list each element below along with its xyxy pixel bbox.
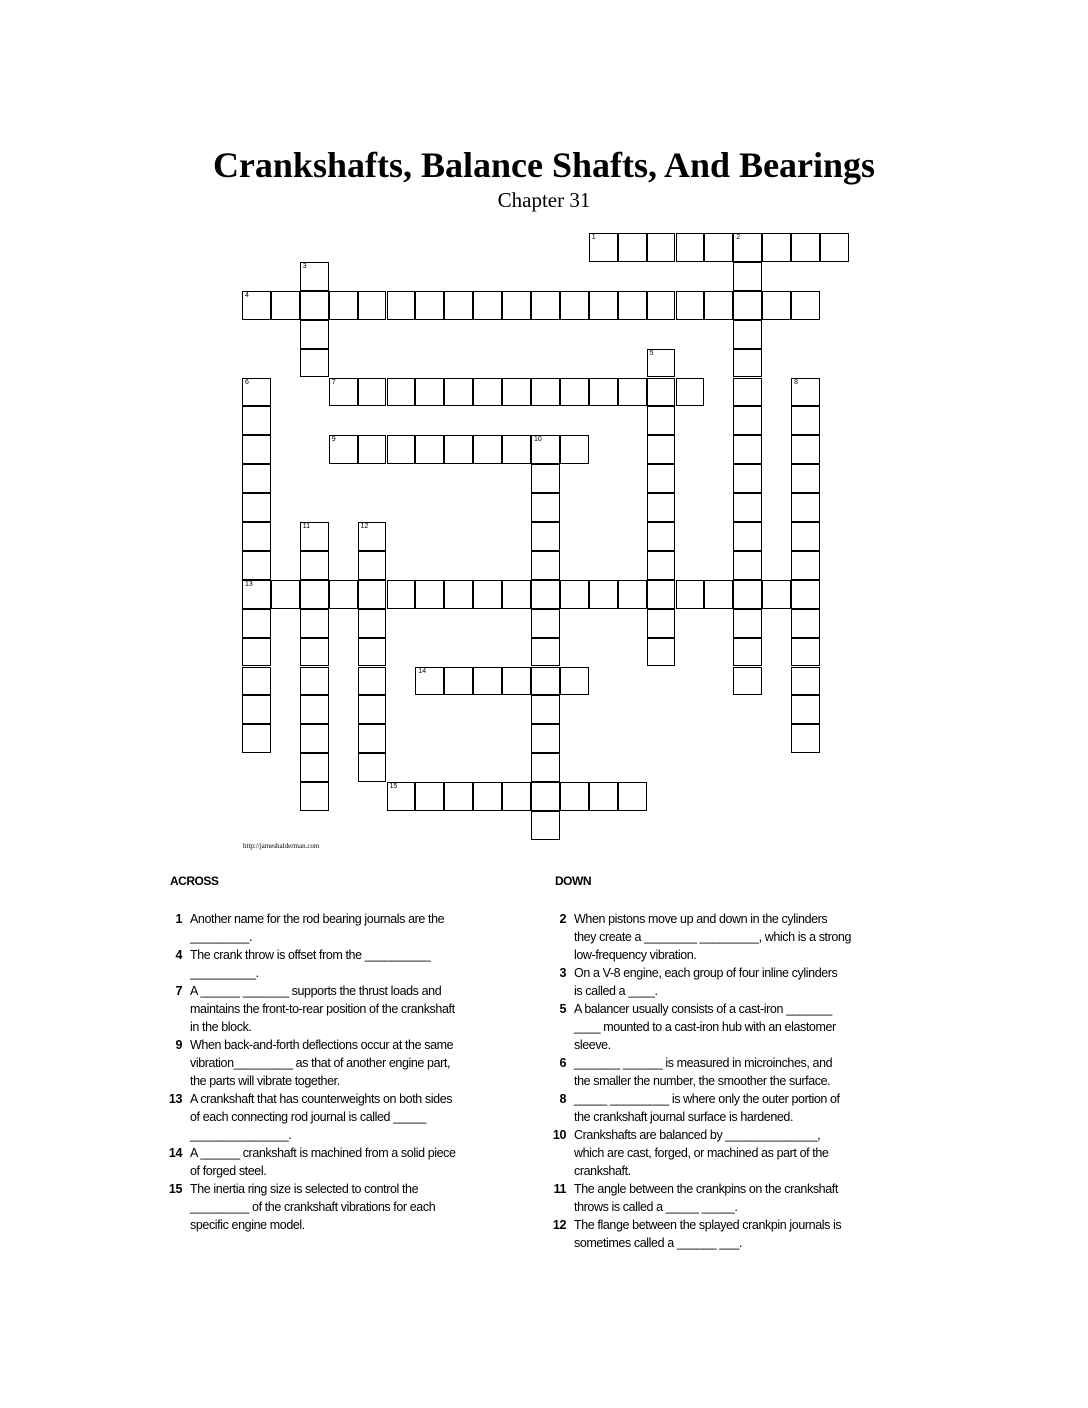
- grid-cell[interactable]: [762, 233, 791, 262]
- grid-cell[interactable]: [387, 580, 416, 609]
- clue-item-text: On a V-8 engine, each group of four inline cylinders is called a ____.: [574, 966, 838, 998]
- grid-cell[interactable]: [733, 349, 762, 378]
- clue-item: [160, 946, 500, 982]
- clue-item-text: Crankshafts are balanced by ______________, which are cast, forged, or machined as part of the crankshaft.: [574, 1128, 829, 1178]
- grid-cell[interactable]: [502, 378, 531, 407]
- grid-cell[interactable]: [531, 667, 560, 696]
- grid-cell[interactable]: [647, 406, 676, 435]
- grid-cell[interactable]: [358, 695, 387, 724]
- grid-cell[interactable]: [618, 782, 647, 811]
- grid-cell[interactable]: [473, 435, 502, 464]
- clue-item-number: 4: [175, 948, 182, 962]
- grid-cell[interactable]: [733, 464, 762, 493]
- grid-cell[interactable]: [531, 638, 560, 667]
- grid-cell[interactable]: [271, 291, 300, 320]
- grid-cell[interactable]: [415, 667, 444, 696]
- clue-number: 1: [591, 234, 596, 241]
- grid-cell[interactable]: [531, 493, 560, 522]
- clue-item-text: When pistons move up and down in the cylinders they create a ________ _________, which is a strong low-frequency vibration.: [574, 912, 852, 962]
- grid-cell[interactable]: [300, 724, 329, 753]
- grid-cell[interactable]: [358, 291, 387, 320]
- grid-cell[interactable]: [300, 753, 329, 782]
- clue-item-text: A crankshaft that has counterweights on both sides of each connecting rod journal is called _____ _______________.: [190, 1092, 453, 1142]
- grid-cell[interactable]: [704, 233, 733, 262]
- clue-item-number: 6: [559, 1056, 566, 1070]
- grid-cell[interactable]: [329, 580, 358, 609]
- grid-cell[interactable]: [618, 580, 647, 609]
- grid-cell[interactable]: [820, 233, 849, 262]
- grid-cell[interactable]: [762, 291, 791, 320]
- grid-cell[interactable]: [358, 551, 387, 580]
- grid-cell[interactable]: [791, 667, 820, 696]
- grid-cell[interactable]: [733, 291, 762, 320]
- grid-cell[interactable]: [473, 580, 502, 609]
- clue-item-text: A ______ _______ supports the thrust loads and maintains the front-to-rear position of the crankshaft in the block.: [190, 984, 455, 1034]
- grid-cell[interactable]: [415, 782, 444, 811]
- grid-cell[interactable]: [762, 580, 791, 609]
- grid-cell[interactable]: [647, 580, 676, 609]
- grid-cell[interactable]: [791, 464, 820, 493]
- page-title: Crankshafts, Balance Shafts, And Bearings: [212, 145, 876, 185]
- grid-cell[interactable]: [329, 435, 358, 464]
- grid-cell[interactable]: [791, 493, 820, 522]
- grid-cell[interactable]: [387, 378, 416, 407]
- grid-cell[interactable]: [733, 551, 762, 580]
- grid-cell[interactable]: [791, 638, 820, 667]
- grid-cell[interactable]: [733, 262, 762, 291]
- grid-cell[interactable]: [242, 406, 271, 435]
- grid-cell[interactable]: [444, 435, 473, 464]
- clue-item-number: 13: [168, 1092, 182, 1106]
- grid-cell[interactable]: [647, 435, 676, 464]
- grid-cell[interactable]: [618, 378, 647, 407]
- grid-cell[interactable]: [329, 291, 358, 320]
- grid-cell[interactable]: [618, 233, 647, 262]
- grid-cell[interactable]: [358, 378, 387, 407]
- grid-cell[interactable]: [733, 378, 762, 407]
- grid-cell[interactable]: [560, 291, 589, 320]
- grid-cell[interactable]: [791, 435, 820, 464]
- grid-cell[interactable]: [791, 406, 820, 435]
- clue-item: [544, 1126, 889, 1180]
- grid-cell[interactable]: [531, 522, 560, 551]
- page-subtitle: Chapter 31: [497, 188, 591, 212]
- grid-cell[interactable]: [300, 695, 329, 724]
- grid-cell[interactable]: [531, 580, 560, 609]
- grid-cell[interactable]: [242, 435, 271, 464]
- grid-cell[interactable]: [387, 291, 416, 320]
- grid-cell[interactable]: [589, 233, 618, 262]
- clue-number: 6: [245, 378, 249, 386]
- grid-cell[interactable]: [300, 580, 329, 609]
- clue-number: 13: [245, 580, 253, 588]
- clue-item-number: 1: [175, 912, 182, 926]
- clue-number: 10: [534, 436, 542, 444]
- clue-item-number: 14: [168, 1146, 182, 1160]
- grid-cell[interactable]: [502, 667, 531, 696]
- across-clue-list: [160, 910, 500, 1234]
- clue-number: 2: [736, 234, 741, 241]
- clue-item: [160, 1180, 500, 1234]
- clue-item-number: 2: [559, 912, 566, 926]
- clue-item-text: _____ _________ is where only the outer portion of the crankshaft journal surface is hardened.: [574, 1092, 840, 1124]
- grid-cell[interactable]: [358, 753, 387, 782]
- grid-cell[interactable]: [704, 291, 733, 320]
- clue-number: 4: [245, 291, 249, 299]
- grid-cell[interactable]: [647, 493, 676, 522]
- grid-cell[interactable]: [676, 233, 705, 262]
- clue-item: [544, 910, 889, 964]
- grid-cell[interactable]: [733, 320, 762, 349]
- grid-cell[interactable]: [300, 782, 329, 811]
- grid-cell[interactable]: [647, 609, 676, 638]
- clue-item: [160, 1090, 500, 1144]
- grid-cell[interactable]: [733, 609, 762, 638]
- grid-cell[interactable]: [329, 378, 358, 407]
- grid-cell[interactable]: [358, 435, 387, 464]
- grid-cell[interactable]: [676, 291, 705, 320]
- clue-item-text: A ______ crankshaft is machined from a solid piece of forged steel.: [190, 1146, 456, 1178]
- grid-cell[interactable]: [300, 551, 329, 580]
- grid-cell[interactable]: [300, 609, 329, 638]
- grid-cell[interactable]: [242, 724, 271, 753]
- grid-cell[interactable]: [560, 378, 589, 407]
- clue-item: [544, 964, 889, 1000]
- grid-cell[interactable]: [647, 522, 676, 551]
- clue-number: 8: [794, 378, 798, 386]
- grid-cell[interactable]: [444, 667, 473, 696]
- grid-cell[interactable]: [647, 551, 676, 580]
- grid-cell[interactable]: [589, 782, 618, 811]
- grid-cell[interactable]: [733, 233, 762, 262]
- grid-cell[interactable]: [502, 291, 531, 320]
- grid-cell[interactable]: [531, 782, 560, 811]
- clue-item-text: Another name for the rod bearing journals are the _________.: [190, 912, 445, 944]
- grid-cell[interactable]: [589, 291, 618, 320]
- clue-item: [544, 1180, 889, 1216]
- grid-cell[interactable]: [415, 435, 444, 464]
- grid-cell[interactable]: [242, 609, 271, 638]
- grid-cell[interactable]: [791, 522, 820, 551]
- grid-cell[interactable]: [387, 435, 416, 464]
- grid-cell[interactable]: [733, 638, 762, 667]
- grid-cell[interactable]: [358, 580, 387, 609]
- grid-cell[interactable]: [300, 320, 329, 349]
- grid-cell[interactable]: [242, 667, 271, 696]
- clue-item-number: 11: [553, 1182, 566, 1196]
- grid-cell[interactable]: [733, 406, 762, 435]
- grid-cell[interactable]: [733, 522, 762, 551]
- grid-cell[interactable]: [242, 695, 271, 724]
- grid-cell[interactable]: [531, 753, 560, 782]
- grid-cell[interactable]: [531, 811, 560, 840]
- grid-cell[interactable]: [271, 580, 300, 609]
- clue-number: 9: [331, 436, 336, 444]
- grid-cell[interactable]: [791, 551, 820, 580]
- clue-item: [544, 1090, 889, 1126]
- grid-cell[interactable]: [531, 551, 560, 580]
- clue-item-number: 7: [175, 984, 182, 998]
- grid-cell[interactable]: [560, 580, 589, 609]
- grid-cell[interactable]: [618, 291, 647, 320]
- clue-item-text: The crank throw is offset from the __________ __________.: [190, 948, 431, 980]
- grid-cell[interactable]: [733, 580, 762, 609]
- grid-cell[interactable]: [242, 464, 271, 493]
- grid-cell[interactable]: [531, 291, 560, 320]
- grid-cell[interactable]: [473, 667, 502, 696]
- clue-item-text: _______ ______ is measured in microinches, and the smaller the number, the smoother the surface.: [574, 1056, 833, 1088]
- grid-cell[interactable]: [791, 695, 820, 724]
- down-heading: DOWN: [555, 874, 591, 888]
- clue-item: [544, 1000, 889, 1054]
- clue-item: [160, 1144, 500, 1180]
- grid-cell[interactable]: [473, 378, 502, 407]
- grid-cell[interactable]: [473, 291, 502, 320]
- grid-cell[interactable]: [647, 378, 676, 407]
- grid-cell[interactable]: [531, 378, 560, 407]
- grid-cell[interactable]: [502, 580, 531, 609]
- grid-cell[interactable]: [300, 262, 329, 291]
- grid-cell[interactable]: [791, 291, 820, 320]
- clue-number: 5: [649, 349, 654, 357]
- grid-cell[interactable]: [647, 349, 676, 378]
- clue-item-number: 15: [168, 1182, 182, 1196]
- grid-cell[interactable]: [444, 291, 473, 320]
- clue-item-number: 12: [552, 1218, 566, 1232]
- clue-item: [160, 982, 500, 1036]
- clue-number: 7: [331, 378, 336, 386]
- clue-item-text: When back-and-forth deflections occur at the same vibration_________ as that of another engine part, the parts will vibrate together.: [190, 1038, 454, 1088]
- clue-item: [544, 1054, 889, 1090]
- grid-cell[interactable]: [242, 551, 271, 580]
- grid-cell[interactable]: [589, 378, 618, 407]
- clue-item-text: The inertia ring size is selected to control the _________ of the crankshaft vibrations for each specific engine model.: [190, 1182, 436, 1232]
- clue-item-number: 3: [559, 966, 566, 980]
- grid-cell[interactable]: [704, 580, 733, 609]
- grid-cell[interactable]: [791, 233, 820, 262]
- grid-cell[interactable]: [242, 291, 271, 320]
- grid-cell[interactable]: [415, 291, 444, 320]
- grid-cell[interactable]: [647, 464, 676, 493]
- clue-item-text: A balancer usually consists of a cast-iron _______ ____ mounted to a cast-iron hub with an elastomer sleeve.: [574, 1002, 836, 1052]
- grid-cell[interactable]: [531, 724, 560, 753]
- grid-cell[interactable]: [531, 464, 560, 493]
- grid-cell[interactable]: [387, 782, 416, 811]
- clue-item-number: 5: [559, 1002, 566, 1016]
- grid-cell[interactable]: [502, 782, 531, 811]
- grid-cell[interactable]: [242, 493, 271, 522]
- clue-item-number: 9: [175, 1038, 182, 1052]
- grid-cell[interactable]: [531, 695, 560, 724]
- grid-cell[interactable]: [358, 724, 387, 753]
- grid-cell[interactable]: [791, 724, 820, 753]
- grid-cell[interactable]: [531, 435, 560, 464]
- grid-cell[interactable]: [415, 378, 444, 407]
- grid-cell[interactable]: [242, 378, 271, 407]
- grid-cell[interactable]: [242, 638, 271, 667]
- grid-cell[interactable]: [300, 291, 329, 320]
- grid-cell[interactable]: [444, 580, 473, 609]
- grid-cell[interactable]: [358, 522, 387, 551]
- clue-number: 15: [389, 783, 398, 791]
- down-clue-list: [544, 910, 889, 1252]
- clue-number: 3: [302, 262, 307, 270]
- grid-cell[interactable]: [560, 667, 589, 696]
- grid-cell[interactable]: [647, 638, 676, 667]
- clue-item: [160, 910, 500, 946]
- clue-item-text: The angle between the crankpins on the crankshaft throws is called a _____ _____.: [574, 1182, 838, 1214]
- grid-cell[interactable]: [300, 638, 329, 667]
- source-url: http://jameshalderman.com: [243, 842, 320, 850]
- grid-cell[interactable]: [676, 580, 705, 609]
- grid-cell[interactable]: [647, 233, 676, 262]
- clue-item-number: 8: [559, 1092, 566, 1106]
- clue-item: [160, 1036, 500, 1090]
- grid-cell[interactable]: [502, 435, 531, 464]
- grid-cell[interactable]: [791, 609, 820, 638]
- grid-cell[interactable]: [733, 435, 762, 464]
- grid-cell[interactable]: [358, 638, 387, 667]
- grid-cell[interactable]: [358, 667, 387, 696]
- clue-number: 14: [418, 667, 427, 675]
- grid-cell[interactable]: [791, 378, 820, 407]
- grid-cell[interactable]: [733, 493, 762, 522]
- grid-cell[interactable]: [415, 580, 444, 609]
- clue-item: [544, 1216, 889, 1252]
- grid-cell[interactable]: [733, 667, 762, 696]
- grid-cell[interactable]: [531, 609, 560, 638]
- grid-cell[interactable]: [358, 609, 387, 638]
- grid-cell[interactable]: [473, 782, 502, 811]
- grid-cell[interactable]: [589, 580, 618, 609]
- across-heading: ACROSS: [170, 874, 219, 888]
- grid-cell[interactable]: [560, 435, 589, 464]
- grid-cell[interactable]: [242, 580, 271, 609]
- grid-cell[interactable]: [300, 522, 329, 551]
- clue-number: 12: [360, 523, 369, 530]
- grid-cell[interactable]: [791, 580, 820, 609]
- grid-cell[interactable]: [242, 522, 271, 551]
- grid-cell[interactable]: [300, 667, 329, 696]
- grid-cell[interactable]: [647, 291, 676, 320]
- clue-item-text: The flange between the splayed crankpin journals is sometimes called a ______ ___.: [574, 1218, 842, 1250]
- clue-number: 11: [302, 523, 311, 530]
- grid-cell[interactable]: [300, 349, 329, 378]
- grid-cell[interactable]: [560, 782, 589, 811]
- grid-cell[interactable]: [676, 378, 705, 407]
- clue-item-number: 10: [552, 1128, 566, 1142]
- grid-cell[interactable]: [444, 378, 473, 407]
- grid-cell[interactable]: [444, 782, 473, 811]
